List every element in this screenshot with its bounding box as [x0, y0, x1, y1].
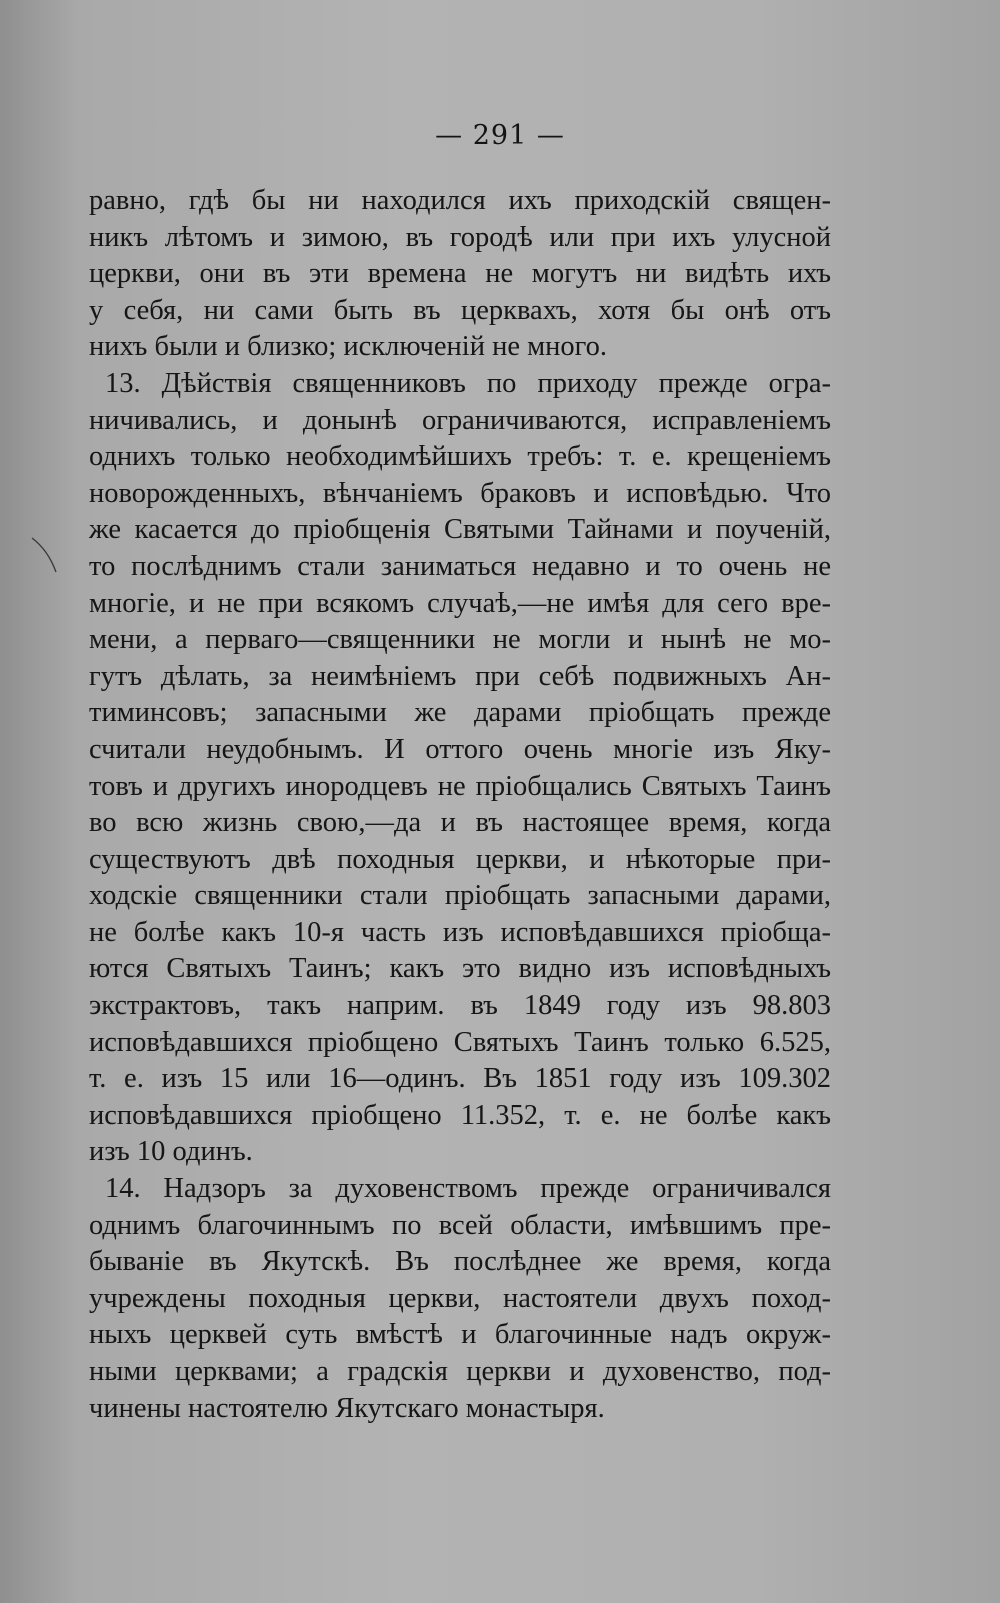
margin-pencil-mark: [30, 536, 64, 576]
text-line: тиминсовъ; запасными же дарами пріобщать прежде: [89, 697, 831, 729]
text-line: товъ и другихъ инородцевъ не пріобщались Святыхъ Таинъ: [89, 770, 831, 802]
text-line: т. е. изъ 15 или 16—одинъ. Въ 1851 году изъ 109.302: [89, 1063, 831, 1095]
text-line: 13. Дѣйствія священниковъ по приходу прежде огра-: [105, 367, 831, 399]
text-line: во всю жизнь свою,—да и въ настоящее время, когда: [89, 807, 831, 839]
text-line: то послѣднимъ стали заниматься недавно и то очень не: [89, 550, 831, 582]
text-line: ныхъ церквей суть вмѣстѣ и благочинные надъ окруж-: [89, 1319, 831, 1351]
text-line: однихъ только необходимѣйшихъ требъ: т. е. крещеніемъ: [89, 441, 831, 473]
text-line: бываніе въ Якутскѣ. Въ послѣднее же время, когда: [89, 1246, 831, 1278]
text-line: никъ лѣтомъ и зимою, въ городѣ или при ихъ улусной: [89, 221, 831, 253]
text-line: однимъ благочиннымъ по всей области, имѣвшимъ пре-: [89, 1209, 831, 1241]
text-line: равно, гдѣ бы ни находился ихъ приходскій священ-: [89, 185, 831, 216]
text-line: экстрактовъ, такъ наприм. въ 1849 году изъ 98.803: [89, 990, 831, 1022]
text-line: у себя, ни сами быть въ церквахъ, хотя бы онѣ отъ: [89, 294, 831, 326]
text-line: новорожденныхъ, вѣнчаніемъ браковъ и исповѣдью. Что: [89, 477, 831, 509]
body-text: [89, 183, 831, 1427]
text-line: ются Святыхъ Таинъ; какъ это видно изъ исповѣдныхъ: [89, 953, 831, 985]
page-number: — 291 —: [435, 120, 565, 151]
text-line: ничивались, и донынѣ ограничиваются, исправленіемъ: [89, 404, 831, 436]
paragraph-continuation: [89, 183, 831, 366]
text-line: же касается до пріобщенія Святыми Тайнами и поученій,: [89, 514, 831, 546]
text-line: учреждены походныя церкви, настоятели двухъ поход-: [89, 1282, 831, 1314]
text-line: не болѣе какъ 10-я часть изъ исповѣдавшихся пріобща-: [89, 916, 831, 948]
text-line: гутъ дѣлать, за неимѣніемъ при себѣ подвижныхъ Ан-: [89, 660, 831, 692]
text-line: чинены настоятелю Якутскаго монастыря.: [89, 1392, 605, 1424]
text-line: многіе, и не при всякомъ случаѣ,—не имѣя для сего вре-: [89, 587, 831, 619]
text-line: нихъ были и близко; исключеній не много.: [89, 331, 607, 363]
section-13: [89, 366, 831, 1171]
text-line: мени, а перваго—священники не могли и нынѣ не мо-: [89, 624, 831, 656]
section-14: [89, 1171, 831, 1427]
text-line: исповѣдавшихся пріобщено Святыхъ Таинъ только 6.525,: [89, 1026, 831, 1058]
text-line: ходскіе священники стали пріобщать запасными дарами,: [89, 880, 831, 912]
text-line: считали неудобнымъ. И оттого очень многіе изъ Яку-: [89, 733, 831, 765]
text-line: церкви, они въ эти времена не могутъ ни видѣть ихъ: [89, 258, 831, 290]
text-line: существуютъ двѣ походныя церкви, и нѣкоторые при-: [89, 843, 831, 875]
text-line: 14. Надзоръ за духовенствомъ прежде ограничивался: [105, 1173, 831, 1205]
text-line: исповѣдавшихся пріобщено 11.352, т. е. не болѣе какъ: [89, 1099, 831, 1131]
text-line: изъ 10 одинъ.: [89, 1136, 253, 1168]
text-line: ными церквами; а градскія церкви и духовенство, под-: [89, 1356, 831, 1387]
